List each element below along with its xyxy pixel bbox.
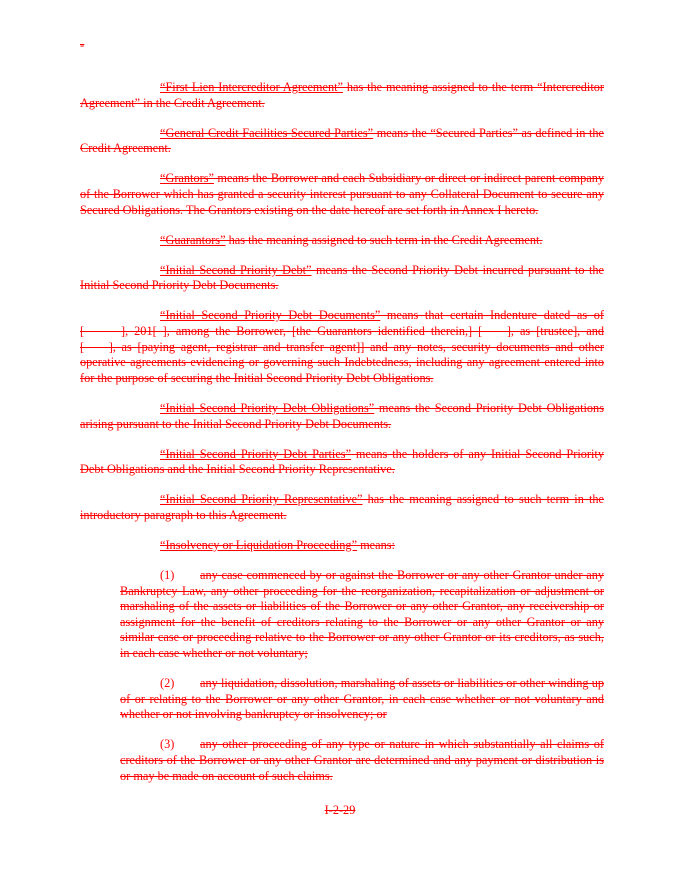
- page-number: I-2-29: [324, 803, 356, 817]
- subitem-text: any liquidation, dissolution, marshaling of assets or liabilities or other winding up of or relating to the Borrower or any other Grantor, in each case whether or not voluntary and whether or not involving bankruptcy or insolvency; or: [120, 676, 604, 722]
- definition-paragraph: “First Lien Intercreditor Agreement” has the meaning assigned to the term “Intercreditor Agreement” in the Credit Agreement.: [80, 80, 604, 110]
- definitions-body: [80, 80, 604, 799]
- defined-term: “Initial Second Priority Debt Parties”: [160, 446, 352, 461]
- definition-paragraph: “Initial Second Priority Representative” has the meaning assigned to such term in the introductory paragraph to this Agreement.: [80, 492, 604, 522]
- definition-paragraph: “Insolvency or Liquidation Proceeding” means:: [160, 537, 395, 552]
- subitem-number: (3): [160, 737, 175, 752]
- defined-term: “Guarantors”: [160, 232, 226, 247]
- definition-paragraph: “General Credit Facilities Secured Parties” means the “Secured Parties” as defined in the Credit Agreement.: [80, 125, 604, 156]
- defined-term: “Initial Second Priority Debt”: [160, 262, 312, 277]
- definition-subitem: [120, 737, 604, 784]
- definition-paragraph: “Initial Second Priority Debt Parties” means the holders of any Initial Second Priority Debt Obligations and the Initial Second Priority Representative.: [80, 446, 604, 477]
- defined-term: “Grantors”: [160, 171, 214, 186]
- defined-term: “Initial Second Priority Representative”: [160, 492, 363, 507]
- subitem-number: (1): [160, 568, 175, 583]
- defined-term: “First Lien Intercreditor Agreement”: [160, 80, 343, 94]
- defined-term: “Initial Second Priority Debt Documents”: [160, 308, 381, 323]
- defined-term: “Insolvency or Liquidation Proceeding”: [160, 537, 358, 552]
- deleted-mark: -: [80, 37, 85, 52]
- definition-subitem: [120, 676, 604, 723]
- defined-term: “Initial Second Priority Debt Obligations”: [160, 400, 375, 415]
- definition-paragraph: “Guarantors” has the meaning assigned to such term in the Credit Agreement.: [160, 232, 543, 247]
- definition-subitem: [120, 568, 604, 662]
- subitem-text: any case commenced by or against the Borrower or any other Grantor under any Bankruptcy Law, any other proceeding for the reorganization, recapitalization or adjustment or marshaling of the assets or liabilities of the Borrower or any other Grantor, any receivership or assignment for the benefit of creditors relating to the Borrower or any other Grantor or any similar case or proceeding relative to the Borrower or any other Grantor or its creditors, as such, in each case whether or not voluntary;: [120, 568, 604, 661]
- definition-paragraph: “Grantors” means the Borrower and each Subsidiary or direct or indirect parent company of the Borrower which has granted a security interest pursuant to any Collateral Document to secure any Secured Obligations. The Grantors existing on the date hereof are set forth in Annex I hereto.: [80, 171, 604, 217]
- definition-paragraph: “Initial Second Priority Debt Documents” means that certain Indenture dated as of [ ], 201[ ], among the Borrower, [the Guarantors identified therein,] [ ], as [trustee], and [ ], as [paying agent, registrar and transfer agent]] and any notes, security documents and other operative agreements evidencing or governing such Indebtedness, including any agreement entered into for the purpose of securing the Initial Second Priority Debt Obligations.: [80, 308, 604, 385]
- subitem-text: any other proceeding of any type or nature in which substantially all claims of creditors of the Borrower or any other Grantor are determined and any payment or distribution is or may be made on account of such claims.: [120, 737, 604, 783]
- subitem-number: (2): [160, 676, 175, 691]
- defined-term: “General Credit Facilities Secured Parties”: [160, 125, 374, 140]
- definition-paragraph: “Initial Second Priority Debt” means the Second Priority Debt incurred pursuant to the Initial Second Priority Debt Documents.: [80, 262, 604, 293]
- definition-paragraph: “Initial Second Priority Debt Obligations” means the Second Priority Debt Obligations arising pursuant to the Initial Second Priority Debt Documents.: [80, 400, 604, 431]
